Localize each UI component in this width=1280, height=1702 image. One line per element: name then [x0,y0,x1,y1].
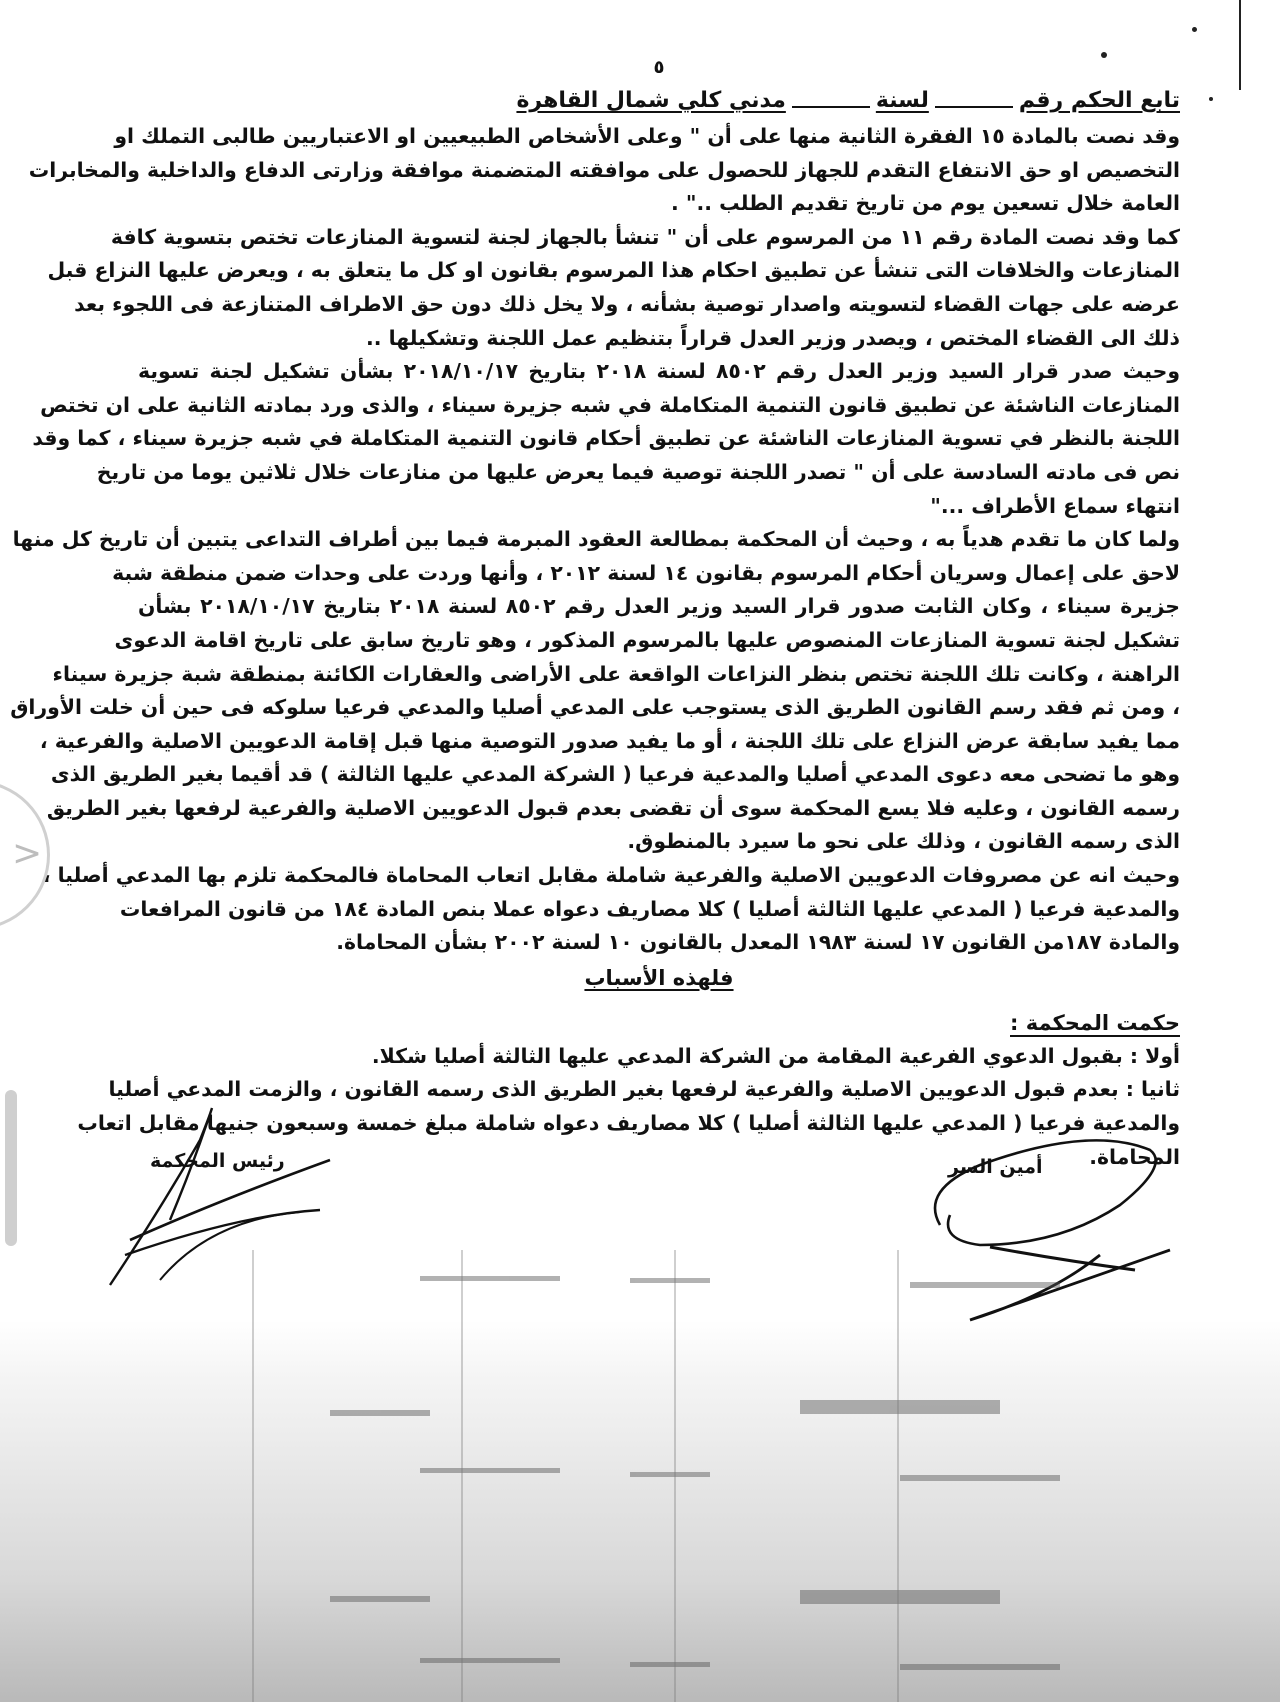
text-line: الراهنة ، وكانت تلك اللجنة تختص بنظر النزاعات الواقعة على الأراضى والعقارات الكائنة بمنطقة شبة جزيرة سيناء [52,661,1180,686]
reasons-heading: فلهذه الأسباب [584,965,734,990]
vertical-scrollbar[interactable] [5,1090,17,1246]
text-line: ، ومن ثم فقد رسم القانون الطريق الذى يستوجب على المدعي أصليا والمدعي فرعيا سلوكه فى حين أن خلت الأوراق [10,695,1180,720]
text-line: المنازعات والخلافات التى تنشأ عن تطبيق احكام هذا المرسوم بقانون او كل ما يتعلق به ، ويعرض عليها النزاع قبل [47,258,1180,283]
text-line: ولما كان ما تقدم هدياً به ، وحيث أن المحكمة بمطالعة العقود المبرمة فيما بين أطراف التداعى يتبين أن تاريخ كل منها [12,527,1180,552]
case-number-blank [935,84,1013,108]
text-line: رسمه القانون ، وعليه فلا يسع المحكمة سوى أن تقضى بعدم قبول الدعويين الاصلية والفرعية لرفعها بغير الطريق [46,795,1180,820]
text-line: نص فى مادته السادسة على أن " تصدر اللجنة توصية فيما يعرض عليها من منازعات خلال ثلاثين يوما من تاريخ [96,459,1180,484]
scan-dot [1192,27,1197,32]
text-line: اللجنة بالنظر في تسوية المنازعات الناشئة عن تطبيق أحكام قانون التنمية المتكاملة في شبه جزيرة سيناء ، كما وقد [32,426,1180,451]
header-court: مدني كلي شمال القاهرة [516,88,786,113]
scan-bleed-through [0,1250,1280,1702]
body-text [10,120,1180,960]
verdict-line: المحاماة. [1089,1144,1180,1169]
text-line: الذى رسمه القانون ، وذلك على نحو ما سيرد بالمنطوق. [627,829,1180,854]
text-line: عرضه على جهات القضاء لتسويته واصدار توصية بشأنه ، ولا يخل ذلك دون حق الاطراف المتنازعة فى اللجوء بعد [74,291,1180,316]
text-line: تشكيل لجنة تسوية المنازعات المنصوص عليها بالمرسوم المذكور ، وهو تاريخ سابق على تاريخ اقامة الدعوى [114,627,1180,652]
text-line: انتهاء سماع الأطراف ..." [930,493,1180,518]
text-line: وحيث انه عن مصروفات الدعويين الاصلية والفرعية شاملة مقابل اتعاب المحاماة فالمحكمة تلزم بها المدعي أصليا ، [42,863,1180,888]
verdict-line: ثانيا : بعدم قبول الدعويين الاصلية والفرعية لرفعها بغير الطريق الذى رسمه القانون ، والزمت المدعي أصليا [108,1077,1180,1102]
text-line: والمدعية فرعيا ( المدعي عليها الثالثة أصليا ) كلا مصاريف دعواه عملا بنص المادة ١٨٤ من قانون المرافعات [119,896,1180,921]
verdict-heading: حكمت المحكمة : [1010,1010,1180,1035]
text-line: المنازعات الناشئة عن تطبيق قانون التنمية المتكاملة في شبه جزيرة سيناء ، والذى ورد بمادته الثانية على ان تختص [40,392,1180,417]
header-prefix: تابع الحكم رقم [1018,88,1180,113]
president-signature-label: رئيس المحكمة [150,1150,285,1172]
text-line: كما وقد نصت المادة رقم ١١ من المرسوم على أن " تنشأ بالجهاز لجنة لتسوية المنازعات تختص بتسوية كافة [110,224,1180,249]
text-line: لاحق على إعمال وسريان أحكام المرسوم بقانون ١٤ لسنة ٢٠١٢ ، وأنها وردت على وحدات ضمن منطقة شبة [112,560,1180,585]
verdict-line: والمدعية فرعيا ( المدعي عليها الثالثة أصليا ) كلا مصاريف دعواه شاملة مبلغ خمسة وسبعون جنيها مقابل اتعاب [77,1111,1180,1136]
document-header [138,84,1180,118]
header-year-label: لسنة [875,88,929,113]
judgment-document [10,57,1180,1174]
text-line: ذلك الى القضاء المختص ، ويصدر وزير العدل قراراً بتنظيم عمل اللجنة وتشكيلها .. [366,325,1180,350]
text-line: وحيث صدر قرار السيد وزير العدل رقم ٨٥٠٢ لسنة ٢٠١٨ بتاريخ ٢٠١٨/١٠/١٧ بشأن تشكيل لجنة تسوية [138,359,1180,384]
scan-edge-mark [1239,0,1241,90]
scan-dot [1209,97,1213,101]
year-blank [792,84,870,108]
page-number: ٥ [653,57,665,78]
text-line: جزيرة سيناء ، وكان الثابت صدور قرار السيد وزير العدل رقم ٨٥٠٢ لسنة ٢٠١٨ بتاريخ ٢٠١٨/١٠/١٧ بشأن [138,594,1180,619]
previous-page-button[interactable] [0,780,50,930]
text-line: مما يفيد سابقة عرض النزاع على تلك اللجنة ، أو ما يفيد صدور التوصية منها قبل إقامة الدعويين الاصلية والفرعية ، [39,728,1180,753]
text-line: وهو ما تضحى معه دعوى المدعي أصليا والمدعية فرعيا ( الشركة المدعي عليها الثالثة ) قد أقيما بغير الطريق الذى [50,762,1180,787]
text-line: التخصيص او حق الانتفاع التقدم للجهاز للحصول على موافقته المتضمنة موافقة وزارتى الدفاع والداخلية والمخابرات [28,157,1180,182]
text-line: وقد نصت بالمادة ١٥ الفقرة الثانية منها على أن " وعلى الأشخاص الطبيعيين او الاعتباريين طالبى التملك او [114,124,1180,148]
secretary-signature-label: أمين السر [948,1156,1043,1178]
text-line: والمادة ١٨٧من القانون ١٧ لسنة ١٩٨٣ المعدل بالقانون ١٠ لسنة ٢٠٠٢ بشأن المحاماة. [336,930,1180,955]
chevron-right-icon: > [12,833,43,874]
text-line: العامة خلال تسعين يوم من تاريخ تقديم الطلب .." . [671,191,1180,216]
verdict-line: أولا : بقبول الدعوي الفرعية المقامة من الشركة المدعي عليها الثالثة أصليا شكلا. [371,1043,1180,1068]
